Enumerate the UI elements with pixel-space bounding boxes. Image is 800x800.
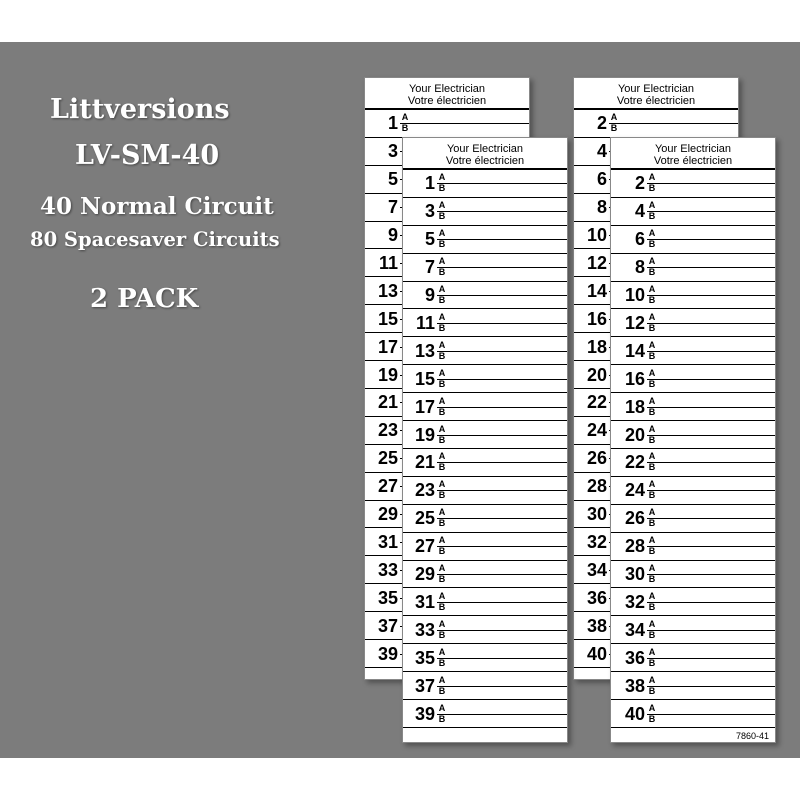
- circuit-number: 15: [377, 308, 398, 329]
- circuit-row: [403, 644, 567, 672]
- circuit-b-label: B: [438, 629, 446, 640]
- circuit-row: [611, 477, 775, 505]
- circuit-b-label: B: [648, 295, 656, 306]
- circuit-row: [403, 477, 567, 505]
- circuit-number: 29: [377, 504, 398, 525]
- circuit-b-label: B: [648, 657, 656, 668]
- circuit-number: 23: [377, 420, 398, 441]
- circuit-number: 23: [414, 480, 435, 501]
- circuit-b-label: B: [438, 574, 446, 585]
- spacesaver-circuit-count: 80 Spacesaver Circuits: [30, 228, 280, 251]
- circuit-number: 11: [415, 312, 435, 333]
- circuit-number: 25: [414, 508, 435, 529]
- circuit-number: 38: [586, 615, 607, 636]
- circuit-row: [403, 337, 567, 365]
- circuit-number: 31: [414, 591, 435, 612]
- circuit-a-label: A: [438, 256, 446, 267]
- circuit-number: 12: [586, 252, 607, 273]
- circuit-b-label: B: [610, 123, 618, 134]
- circuit-number: 6: [634, 229, 645, 250]
- circuit-row: [365, 110, 529, 138]
- circuit-row: [403, 170, 567, 198]
- circuit-number: 21: [377, 392, 398, 413]
- a-b-divider-line: [647, 295, 775, 296]
- circuit-number: 2: [596, 113, 607, 134]
- circuit-number: 10: [624, 285, 645, 306]
- circuit-row: [611, 226, 775, 254]
- circuit-b-label: B: [648, 462, 656, 473]
- circuit-b-label: B: [648, 490, 656, 501]
- circuit-row: [403, 282, 567, 310]
- circuit-a-label: A: [648, 395, 656, 406]
- circuit-b-label: B: [438, 295, 446, 306]
- circuit-b-label: B: [401, 123, 409, 134]
- part-code: 7860-41: [735, 731, 769, 741]
- circuit-a-label: A: [438, 284, 446, 295]
- circuit-number: 40: [624, 703, 645, 724]
- circuit-b-label: B: [438, 378, 446, 389]
- a-b-divider-line: [647, 714, 775, 715]
- circuit-number: 34: [586, 559, 607, 580]
- circuit-number: 25: [377, 448, 398, 469]
- a-b-divider-line: [437, 714, 567, 715]
- circuit-a-label: A: [438, 535, 446, 546]
- circuit-row: [403, 365, 567, 393]
- circuit-a-label: A: [438, 674, 446, 685]
- circuit-row: [611, 505, 775, 533]
- circuit-b-label: B: [648, 350, 656, 361]
- circuit-number: 8: [634, 257, 645, 278]
- a-b-divider-line: [437, 602, 567, 603]
- circuit-a-label: A: [648, 479, 656, 490]
- circuit-number: 37: [414, 675, 435, 696]
- circuit-number: 32: [624, 591, 645, 612]
- circuit-number: 29: [414, 564, 435, 585]
- a-b-divider-line: [437, 658, 567, 659]
- circuit-b-label: B: [438, 267, 446, 278]
- circuit-number: 3: [387, 141, 398, 162]
- circuit-number: 39: [377, 643, 398, 664]
- circuit-a-label: A: [438, 339, 446, 350]
- label-header-french: Votre électricien: [653, 155, 733, 167]
- circuit-b-label: B: [648, 406, 656, 417]
- circuit-a-label: A: [438, 646, 446, 657]
- circuit-a-label: A: [648, 618, 656, 629]
- circuit-b-label: B: [438, 657, 446, 668]
- circuit-number: 33: [414, 619, 435, 640]
- circuit-number: 9: [424, 285, 435, 306]
- circuit-number: 26: [586, 448, 607, 469]
- circuit-row: [403, 561, 567, 589]
- circuit-row: [403, 700, 567, 728]
- circuit-b-label: B: [648, 629, 656, 640]
- a-b-divider-line: [437, 211, 567, 212]
- circuit-row: [403, 672, 567, 700]
- circuit-row: [403, 589, 567, 617]
- circuit-row: [403, 616, 567, 644]
- circuit-b-label: B: [438, 183, 446, 194]
- circuit-a-label: A: [438, 200, 446, 211]
- a-b-divider-line: [647, 462, 775, 463]
- a-b-divider-line: [437, 323, 567, 324]
- a-b-divider-line: [647, 435, 775, 436]
- circuit-a-label: A: [648, 451, 656, 462]
- circuit-b-label: B: [438, 713, 446, 724]
- a-b-divider-line: [437, 630, 567, 631]
- circuit-row: [611, 337, 775, 365]
- circuit-number: 20: [624, 424, 645, 445]
- label-header: [403, 138, 567, 170]
- a-b-divider-line: [647, 323, 775, 324]
- circuit-row: [611, 589, 775, 617]
- label-header-french: Votre électricien: [445, 155, 525, 167]
- circuit-a-label: A: [401, 112, 409, 123]
- circuit-number: 31: [377, 531, 398, 552]
- circuit-a-label: A: [648, 172, 656, 183]
- circuit-b-label: B: [648, 434, 656, 445]
- circuit-number: 4: [634, 201, 645, 222]
- a-b-divider-line: [647, 379, 775, 380]
- circuit-number: 21: [414, 452, 435, 473]
- circuit-number: 40: [586, 643, 607, 664]
- circuit-row: [403, 254, 567, 282]
- a-b-divider-line: [437, 490, 567, 491]
- a-b-divider-line: [437, 462, 567, 463]
- label-header-french: Votre électricien: [407, 95, 487, 107]
- circuit-number: 35: [414, 647, 435, 668]
- circuit-number: 28: [586, 476, 607, 497]
- circuit-b-label: B: [648, 685, 656, 696]
- circuit-row: [403, 533, 567, 561]
- a-b-divider-line: [647, 574, 775, 575]
- circuit-b-label: B: [438, 518, 446, 529]
- circuit-number: 4: [596, 141, 607, 162]
- a-b-divider-line: [437, 239, 567, 240]
- a-b-divider-line: [647, 211, 775, 212]
- circuit-a-label: A: [438, 228, 446, 239]
- a-b-divider-line: [647, 518, 775, 519]
- circuit-row: [611, 282, 775, 310]
- circuit-number: 17: [414, 396, 435, 417]
- circuit-row: [574, 110, 738, 138]
- circuit-b-label: B: [438, 685, 446, 696]
- circuit-b-label: B: [438, 601, 446, 612]
- circuit-number: 14: [624, 340, 645, 361]
- circuit-a-label: A: [648, 367, 656, 378]
- circuit-b-label: B: [438, 350, 446, 361]
- a-b-divider-line: [609, 123, 738, 124]
- a-b-divider-line: [647, 630, 775, 631]
- circuit-row: [611, 561, 775, 589]
- circuit-number: 19: [414, 424, 435, 445]
- circuit-number: 18: [586, 336, 607, 357]
- circuit-a-label: A: [438, 423, 446, 434]
- circuit-number: 16: [624, 368, 645, 389]
- circuit-b-label: B: [648, 713, 656, 724]
- circuit-row: [611, 449, 775, 477]
- circuit-number: 35: [377, 587, 398, 608]
- circuit-a-label: A: [648, 256, 656, 267]
- circuit-number: 8: [596, 197, 607, 218]
- circuit-b-label: B: [648, 322, 656, 333]
- a-b-divider-line: [437, 407, 567, 408]
- circuit-number: 24: [624, 480, 645, 501]
- brand-name: Littversions: [50, 94, 230, 125]
- circuit-number: 27: [414, 536, 435, 557]
- circuit-a-label: A: [610, 112, 618, 123]
- circuit-number: 33: [377, 559, 398, 580]
- circuit-b-label: B: [648, 518, 656, 529]
- pack-count: 2 PACK: [90, 284, 199, 314]
- circuit-number: 9: [387, 225, 398, 246]
- circuit-number: 34: [624, 619, 645, 640]
- circuit-number: 22: [586, 392, 607, 413]
- a-b-divider-line: [647, 267, 775, 268]
- circuit-row: [611, 533, 775, 561]
- circuit-a-label: A: [648, 423, 656, 434]
- circuit-a-label: A: [648, 200, 656, 211]
- circuit-number: 30: [624, 564, 645, 585]
- circuit-number: 27: [377, 476, 398, 497]
- circuit-a-label: A: [438, 311, 446, 322]
- circuit-number: 30: [586, 504, 607, 525]
- circuit-row: [403, 421, 567, 449]
- circuit-number: 17: [377, 336, 398, 357]
- circuit-number: 18: [624, 396, 645, 417]
- circuit-row: [611, 310, 775, 338]
- circuit-a-label: A: [438, 590, 446, 601]
- circuit-b-label: B: [438, 211, 446, 222]
- circuit-a-label: A: [648, 535, 656, 546]
- circuit-a-label: A: [438, 367, 446, 378]
- circuit-number: 13: [377, 280, 398, 301]
- circuit-number: 19: [377, 364, 398, 385]
- label-header-french: Votre électricien: [616, 95, 696, 107]
- circuit-number: 3: [424, 201, 435, 222]
- a-b-divider-line: [437, 686, 567, 687]
- circuit-number: 7: [387, 197, 398, 218]
- circuit-number: 14: [586, 280, 607, 301]
- circuit-b-label: B: [438, 434, 446, 445]
- label-header: [365, 78, 529, 110]
- circuit-a-label: A: [648, 339, 656, 350]
- circuit-a-label: A: [648, 563, 656, 574]
- circuit-b-label: B: [648, 601, 656, 612]
- circuit-b-label: B: [648, 267, 656, 278]
- circuit-row: [611, 644, 775, 672]
- circuit-b-label: B: [438, 322, 446, 333]
- circuit-number: 38: [624, 675, 645, 696]
- a-b-divider-line: [437, 574, 567, 575]
- circuit-a-label: A: [648, 590, 656, 601]
- circuit-b-label: B: [438, 406, 446, 417]
- circuit-number: 24: [586, 420, 607, 441]
- a-b-divider-line: [437, 435, 567, 436]
- circuit-number: 32: [586, 531, 607, 552]
- circuit-number: 16: [586, 308, 607, 329]
- label-header: [611, 138, 775, 170]
- circuit-b-label: B: [648, 574, 656, 585]
- model-number: LV-SM-40: [75, 140, 220, 171]
- a-b-divider-line: [437, 351, 567, 352]
- circuit-number: 26: [624, 508, 645, 529]
- circuit-number: 28: [624, 536, 645, 557]
- circuit-a-label: A: [438, 618, 446, 629]
- a-b-divider-line: [647, 407, 775, 408]
- label-header: [574, 78, 738, 110]
- circuit-a-label: A: [648, 311, 656, 322]
- circuit-number: 22: [624, 452, 645, 473]
- circuit-a-label: A: [648, 674, 656, 685]
- a-b-divider-line: [647, 602, 775, 603]
- circuit-b-label: B: [648, 378, 656, 389]
- label-odd-front: [402, 137, 568, 743]
- circuit-number: 6: [596, 169, 607, 190]
- circuit-number: 36: [624, 647, 645, 668]
- label-header-english: Your Electrician: [408, 83, 486, 95]
- circuit-row: [403, 310, 567, 338]
- circuit-b-label: B: [648, 211, 656, 222]
- circuit-a-label: A: [648, 284, 656, 295]
- a-b-divider-line: [437, 518, 567, 519]
- circuit-number: 10: [586, 225, 607, 246]
- circuit-row: [403, 226, 567, 254]
- a-b-divider-line: [437, 295, 567, 296]
- a-b-divider-line: [437, 183, 567, 184]
- circuit-row: [403, 198, 567, 226]
- a-b-divider-line: [437, 267, 567, 268]
- label-even-front: [610, 137, 776, 743]
- circuit-row: [611, 365, 775, 393]
- circuit-number: 12: [624, 312, 645, 333]
- a-b-divider-line: [437, 546, 567, 547]
- circuit-b-label: B: [438, 462, 446, 473]
- normal-circuit-count: 40 Normal Circuit: [40, 193, 274, 220]
- a-b-divider-line: [400, 123, 529, 124]
- circuit-number: 36: [586, 587, 607, 608]
- circuit-row: [611, 393, 775, 421]
- circuit-b-label: B: [438, 490, 446, 501]
- circuit-number: 39: [414, 703, 435, 724]
- circuit-number: 11: [378, 252, 398, 273]
- circuit-a-label: A: [438, 563, 446, 574]
- circuit-row: [403, 393, 567, 421]
- circuit-b-label: B: [648, 546, 656, 557]
- circuit-row: [611, 198, 775, 226]
- circuit-number: 37: [377, 615, 398, 636]
- circuit-a-label: A: [648, 646, 656, 657]
- circuit-a-label: A: [438, 479, 446, 490]
- circuit-row: [403, 505, 567, 533]
- circuit-row: [611, 170, 775, 198]
- circuit-a-label: A: [438, 451, 446, 462]
- circuit-number: 5: [387, 169, 398, 190]
- circuit-number: 2: [634, 173, 645, 194]
- circuit-row: [611, 700, 775, 728]
- a-b-divider-line: [647, 490, 775, 491]
- circuit-number: 1: [424, 173, 435, 194]
- a-b-divider-line: [647, 183, 775, 184]
- circuit-b-label: B: [648, 239, 656, 250]
- circuit-row: [611, 254, 775, 282]
- circuit-a-label: A: [648, 702, 656, 713]
- circuit-b-label: B: [648, 183, 656, 194]
- circuit-b-label: B: [438, 239, 446, 250]
- circuit-a-label: A: [648, 507, 656, 518]
- a-b-divider-line: [647, 546, 775, 547]
- label-header-english: Your Electrician: [654, 143, 732, 155]
- circuit-row: [611, 616, 775, 644]
- circuit-number: 7: [424, 257, 435, 278]
- a-b-divider-line: [647, 658, 775, 659]
- circuit-a-label: A: [438, 172, 446, 183]
- circuit-number: 5: [424, 229, 435, 250]
- circuit-number: 20: [586, 364, 607, 385]
- circuit-a-label: A: [438, 702, 446, 713]
- label-header-english: Your Electrician: [446, 143, 524, 155]
- circuit-number: 1: [387, 113, 398, 134]
- circuit-a-label: A: [648, 228, 656, 239]
- circuit-number: 15: [414, 368, 435, 389]
- a-b-divider-line: [647, 686, 775, 687]
- circuit-b-label: B: [438, 546, 446, 557]
- circuit-a-label: A: [438, 507, 446, 518]
- a-b-divider-line: [437, 379, 567, 380]
- circuit-a-label: A: [438, 395, 446, 406]
- circuit-row: [611, 672, 775, 700]
- circuit-number: 13: [414, 340, 435, 361]
- circuit-row: [611, 421, 775, 449]
- a-b-divider-line: [647, 239, 775, 240]
- a-b-divider-line: [647, 351, 775, 352]
- label-header-english: Your Electrician: [617, 83, 695, 95]
- circuit-row: [403, 449, 567, 477]
